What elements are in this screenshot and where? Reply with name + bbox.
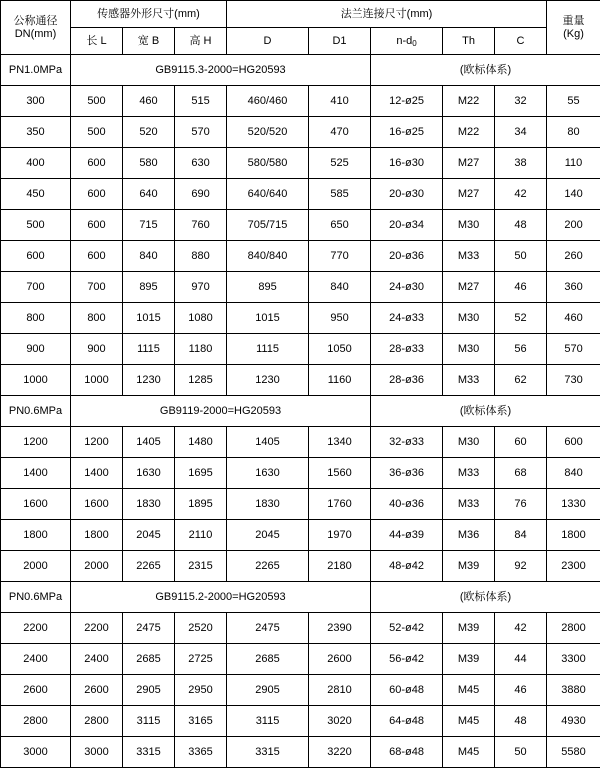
pressure-rating-label: PN0.6MPa	[1, 582, 71, 613]
table-cell: 600	[71, 179, 123, 210]
table-cell: 2200	[1, 613, 71, 644]
table-cell: 1400	[1, 458, 71, 489]
table-cell: 28-ø33	[371, 334, 443, 365]
standard-system-note: (欧标体系)	[371, 55, 600, 86]
table-cell: 1970	[309, 520, 371, 551]
table-cell: 705/715	[227, 210, 309, 241]
table-row	[1, 241, 600, 272]
table-cell: 840	[123, 241, 175, 272]
table-cell: 62	[495, 365, 547, 396]
table-row	[1, 117, 600, 148]
table-cell: M22	[443, 117, 495, 148]
table-cell: 350	[1, 117, 71, 148]
table-cell: 68	[495, 458, 547, 489]
table-cell: 1285	[175, 365, 227, 396]
table-cell: 3300	[547, 644, 600, 675]
table-header-top-row	[1, 1, 600, 28]
table-cell: 585	[309, 179, 371, 210]
table-cell: 2810	[309, 675, 371, 706]
table-cell: 1895	[175, 489, 227, 520]
header-flange-dimensions: 法兰连接尺寸(mm)	[227, 1, 547, 28]
table-cell: 50	[495, 241, 547, 272]
table-cell: 1800	[71, 520, 123, 551]
header-th: Th	[443, 28, 495, 55]
table-cell: 1695	[175, 458, 227, 489]
table-cell: 1400	[71, 458, 123, 489]
table-cell: 48	[495, 210, 547, 241]
table-cell: M27	[443, 179, 495, 210]
table-cell: 46	[495, 675, 547, 706]
table-cell: 3115	[227, 706, 309, 737]
table-cell: 1160	[309, 365, 371, 396]
table-cell: M39	[443, 613, 495, 644]
table-cell: 1330	[547, 489, 600, 520]
table-cell: 1405	[227, 427, 309, 458]
table-cell: 2400	[71, 644, 123, 675]
table-cell: 800	[1, 303, 71, 334]
table-cell: M33	[443, 241, 495, 272]
table-cell: 1480	[175, 427, 227, 458]
table-row	[1, 489, 600, 520]
table-cell: 2520	[175, 613, 227, 644]
table-cell: 600	[71, 148, 123, 179]
table-cell: 3115	[123, 706, 175, 737]
table-cell: 895	[227, 272, 309, 303]
table-cell: M27	[443, 272, 495, 303]
table-cell: 1000	[1, 365, 71, 396]
table-cell: 460	[547, 303, 600, 334]
table-cell: 690	[175, 179, 227, 210]
header-length-l: 长 L	[71, 28, 123, 55]
table-header-sub-row	[1, 28, 600, 55]
table-cell: 470	[309, 117, 371, 148]
table-row	[1, 303, 600, 334]
table-row	[1, 334, 600, 365]
header-c: C	[495, 28, 547, 55]
table-cell: 1015	[123, 303, 175, 334]
table-cell: 2390	[309, 613, 371, 644]
table-cell: M36	[443, 520, 495, 551]
table-cell: 55	[547, 86, 600, 117]
table-cell: 56	[495, 334, 547, 365]
table-cell: 500	[71, 117, 123, 148]
table-cell: 2400	[1, 644, 71, 675]
table-cell: 2905	[227, 675, 309, 706]
table-cell: 800	[71, 303, 123, 334]
table-cell: 3165	[175, 706, 227, 737]
header-d: D	[227, 28, 309, 55]
table-cell: 34	[495, 117, 547, 148]
table-cell: 520/520	[227, 117, 309, 148]
table-cell: 52	[495, 303, 547, 334]
pressure-rating-label: PN1.0MPa	[1, 55, 71, 86]
table-cell: 36-ø36	[371, 458, 443, 489]
table-cell: 68-ø48	[371, 737, 443, 768]
table-cell: 840/840	[227, 241, 309, 272]
table-cell: 650	[309, 210, 371, 241]
table-cell: 600	[71, 210, 123, 241]
table-cell: 20-ø36	[371, 241, 443, 272]
table-cell: 2265	[227, 551, 309, 582]
table-cell: 2265	[123, 551, 175, 582]
standard-label: GB9119-2000=HG20593	[71, 396, 371, 427]
table-cell: 3315	[123, 737, 175, 768]
table-cell: 570	[175, 117, 227, 148]
table-cell: 360	[547, 272, 600, 303]
table-cell: 200	[547, 210, 600, 241]
table-cell: 2045	[123, 520, 175, 551]
table-cell: M30	[443, 427, 495, 458]
table-cell: 16-ø30	[371, 148, 443, 179]
table-cell: 895	[123, 272, 175, 303]
table-cell: 2800	[1, 706, 71, 737]
table-cell: 3220	[309, 737, 371, 768]
header-nominal-diameter: 公称通径 DN(mm)	[1, 1, 71, 55]
table-cell: 60	[495, 427, 547, 458]
table-cell: 2475	[227, 613, 309, 644]
table-cell: 110	[547, 148, 600, 179]
table-cell: 600	[71, 241, 123, 272]
table-cell: 770	[309, 241, 371, 272]
table-cell: 20-ø34	[371, 210, 443, 241]
table-cell: 1800	[547, 520, 600, 551]
standard-label: GB9115.3-2000=HG20593	[71, 55, 371, 86]
table-cell: M45	[443, 675, 495, 706]
table-cell: 880	[175, 241, 227, 272]
table-cell: 525	[309, 148, 371, 179]
pressure-group-row	[1, 582, 600, 613]
table-cell: 400	[1, 148, 71, 179]
table-cell: 1340	[309, 427, 371, 458]
table-cell: 2905	[123, 675, 175, 706]
table-cell: 580/580	[227, 148, 309, 179]
table-cell: 2685	[227, 644, 309, 675]
table-cell: 630	[175, 148, 227, 179]
table-cell: 2200	[71, 613, 123, 644]
table-cell: 2600	[71, 675, 123, 706]
table-cell: 840	[547, 458, 600, 489]
standard-label: GB9115.2-2000=HG20593	[71, 582, 371, 613]
table-cell: 570	[547, 334, 600, 365]
table-cell: M33	[443, 458, 495, 489]
table-cell: M30	[443, 303, 495, 334]
table-row	[1, 613, 600, 644]
pressure-group-row	[1, 55, 600, 86]
table-cell: 76	[495, 489, 547, 520]
table-cell: M22	[443, 86, 495, 117]
table-row	[1, 427, 600, 458]
table-row	[1, 210, 600, 241]
table-cell: 580	[123, 148, 175, 179]
table-cell: 3365	[175, 737, 227, 768]
table-row	[1, 179, 600, 210]
table-cell: M33	[443, 489, 495, 520]
table-cell: 1050	[309, 334, 371, 365]
table-cell: 64-ø48	[371, 706, 443, 737]
table-row	[1, 675, 600, 706]
table-cell: 32-ø33	[371, 427, 443, 458]
table-cell: 5580	[547, 737, 600, 768]
table-cell: 640/640	[227, 179, 309, 210]
table-cell: 970	[175, 272, 227, 303]
table-cell: 2300	[547, 551, 600, 582]
table-cell: 2725	[175, 644, 227, 675]
table-cell: 1115	[123, 334, 175, 365]
table-row	[1, 706, 600, 737]
table-cell: 840	[309, 272, 371, 303]
table-cell: 730	[547, 365, 600, 396]
table-cell: 1200	[71, 427, 123, 458]
table-cell: M39	[443, 551, 495, 582]
table-cell: 80	[547, 117, 600, 148]
table-cell: 1405	[123, 427, 175, 458]
table-cell: 1080	[175, 303, 227, 334]
table-cell: 3020	[309, 706, 371, 737]
table-cell: 520	[123, 117, 175, 148]
table-cell: 1115	[227, 334, 309, 365]
table-cell: 2950	[175, 675, 227, 706]
table-cell: 760	[175, 210, 227, 241]
table-cell: 48-ø42	[371, 551, 443, 582]
table-cell: 1000	[71, 365, 123, 396]
table-cell: 1600	[71, 489, 123, 520]
table-cell: 2110	[175, 520, 227, 551]
table-cell: 2475	[123, 613, 175, 644]
table-cell: 700	[71, 272, 123, 303]
standard-system-note: (欧标体系)	[371, 582, 600, 613]
table-cell: 3000	[1, 737, 71, 768]
table-cell: 500	[1, 210, 71, 241]
table-cell: 1830	[123, 489, 175, 520]
table-cell: 38	[495, 148, 547, 179]
table-cell: M39	[443, 644, 495, 675]
table-cell: 640	[123, 179, 175, 210]
table-cell: 56-ø42	[371, 644, 443, 675]
table-cell: 1180	[175, 334, 227, 365]
table-cell: 52-ø42	[371, 613, 443, 644]
table-cell: 900	[1, 334, 71, 365]
header-weight: 重量 (Kg)	[547, 1, 600, 55]
table-cell: 42	[495, 179, 547, 210]
table-cell: 92	[495, 551, 547, 582]
table-row	[1, 148, 600, 179]
table-cell: 600	[547, 427, 600, 458]
header-n-d0: $n-d_0$	[371, 28, 443, 55]
table-cell: 48	[495, 706, 547, 737]
header-width-b: 宽 B	[123, 28, 175, 55]
table-row	[1, 551, 600, 582]
standard-system-note: (欧标体系)	[371, 396, 600, 427]
table-cell: 600	[1, 241, 71, 272]
table-cell: 140	[547, 179, 600, 210]
table-cell: 2315	[175, 551, 227, 582]
table-cell: 460/460	[227, 86, 309, 117]
table-cell: 460	[123, 86, 175, 117]
pressure-rating-label: PN0.6MPa	[1, 396, 71, 427]
table-cell: 950	[309, 303, 371, 334]
header-sensor-dimensions: 传感器外形尺寸(mm)	[71, 1, 227, 28]
table-cell: M30	[443, 334, 495, 365]
table-cell: 1015	[227, 303, 309, 334]
table-row	[1, 458, 600, 489]
table-cell: 32	[495, 86, 547, 117]
table-cell: 2800	[71, 706, 123, 737]
table-cell: 2800	[547, 613, 600, 644]
table-cell: 700	[1, 272, 71, 303]
table-cell: 1830	[227, 489, 309, 520]
table-cell: 2000	[71, 551, 123, 582]
table-cell: 42	[495, 613, 547, 644]
table-cell: 40-ø36	[371, 489, 443, 520]
table-row	[1, 737, 600, 768]
table-cell: M33	[443, 365, 495, 396]
table-cell: 500	[71, 86, 123, 117]
table-cell: 24-ø30	[371, 272, 443, 303]
table-cell: 3880	[547, 675, 600, 706]
table-cell: 410	[309, 86, 371, 117]
table-cell: 715	[123, 210, 175, 241]
table-cell: 1600	[1, 489, 71, 520]
table-cell: M27	[443, 148, 495, 179]
table-cell: 2600	[1, 675, 71, 706]
table-row	[1, 86, 600, 117]
table-row	[1, 520, 600, 551]
table-cell: 2685	[123, 644, 175, 675]
table-cell: 12-ø25	[371, 86, 443, 117]
table-cell: 84	[495, 520, 547, 551]
table-row	[1, 272, 600, 303]
table-cell: 4930	[547, 706, 600, 737]
table-cell: 900	[71, 334, 123, 365]
table-cell: 300	[1, 86, 71, 117]
table-cell: 20-ø30	[371, 179, 443, 210]
table-row	[1, 365, 600, 396]
table-cell: 2600	[309, 644, 371, 675]
table-cell: 260	[547, 241, 600, 272]
table-cell: 44	[495, 644, 547, 675]
table-cell: 1230	[123, 365, 175, 396]
table-cell: 1800	[1, 520, 71, 551]
table-cell: 3315	[227, 737, 309, 768]
table-cell: 60-ø48	[371, 675, 443, 706]
pressure-group-row	[1, 396, 600, 427]
header-d1: D1	[309, 28, 371, 55]
table-cell: 1630	[227, 458, 309, 489]
table-cell: 515	[175, 86, 227, 117]
table-cell: 2180	[309, 551, 371, 582]
table-cell: 16-ø25	[371, 117, 443, 148]
table-cell: 24-ø33	[371, 303, 443, 334]
table-cell: M30	[443, 210, 495, 241]
table-cell: 2045	[227, 520, 309, 551]
table-cell: 3000	[71, 737, 123, 768]
table-cell: 46	[495, 272, 547, 303]
table-cell: 2000	[1, 551, 71, 582]
table-cell: 1560	[309, 458, 371, 489]
table-cell: M45	[443, 737, 495, 768]
table-cell: 1230	[227, 365, 309, 396]
table-cell: 1760	[309, 489, 371, 520]
table-cell: 28-ø36	[371, 365, 443, 396]
table-cell: 50	[495, 737, 547, 768]
table-cell: 44-ø39	[371, 520, 443, 551]
table-row	[1, 644, 600, 675]
header-height-h: 高 H	[175, 28, 227, 55]
table-cell: 1200	[1, 427, 71, 458]
table-cell: 450	[1, 179, 71, 210]
table-cell: M45	[443, 706, 495, 737]
table-cell: 1630	[123, 458, 175, 489]
